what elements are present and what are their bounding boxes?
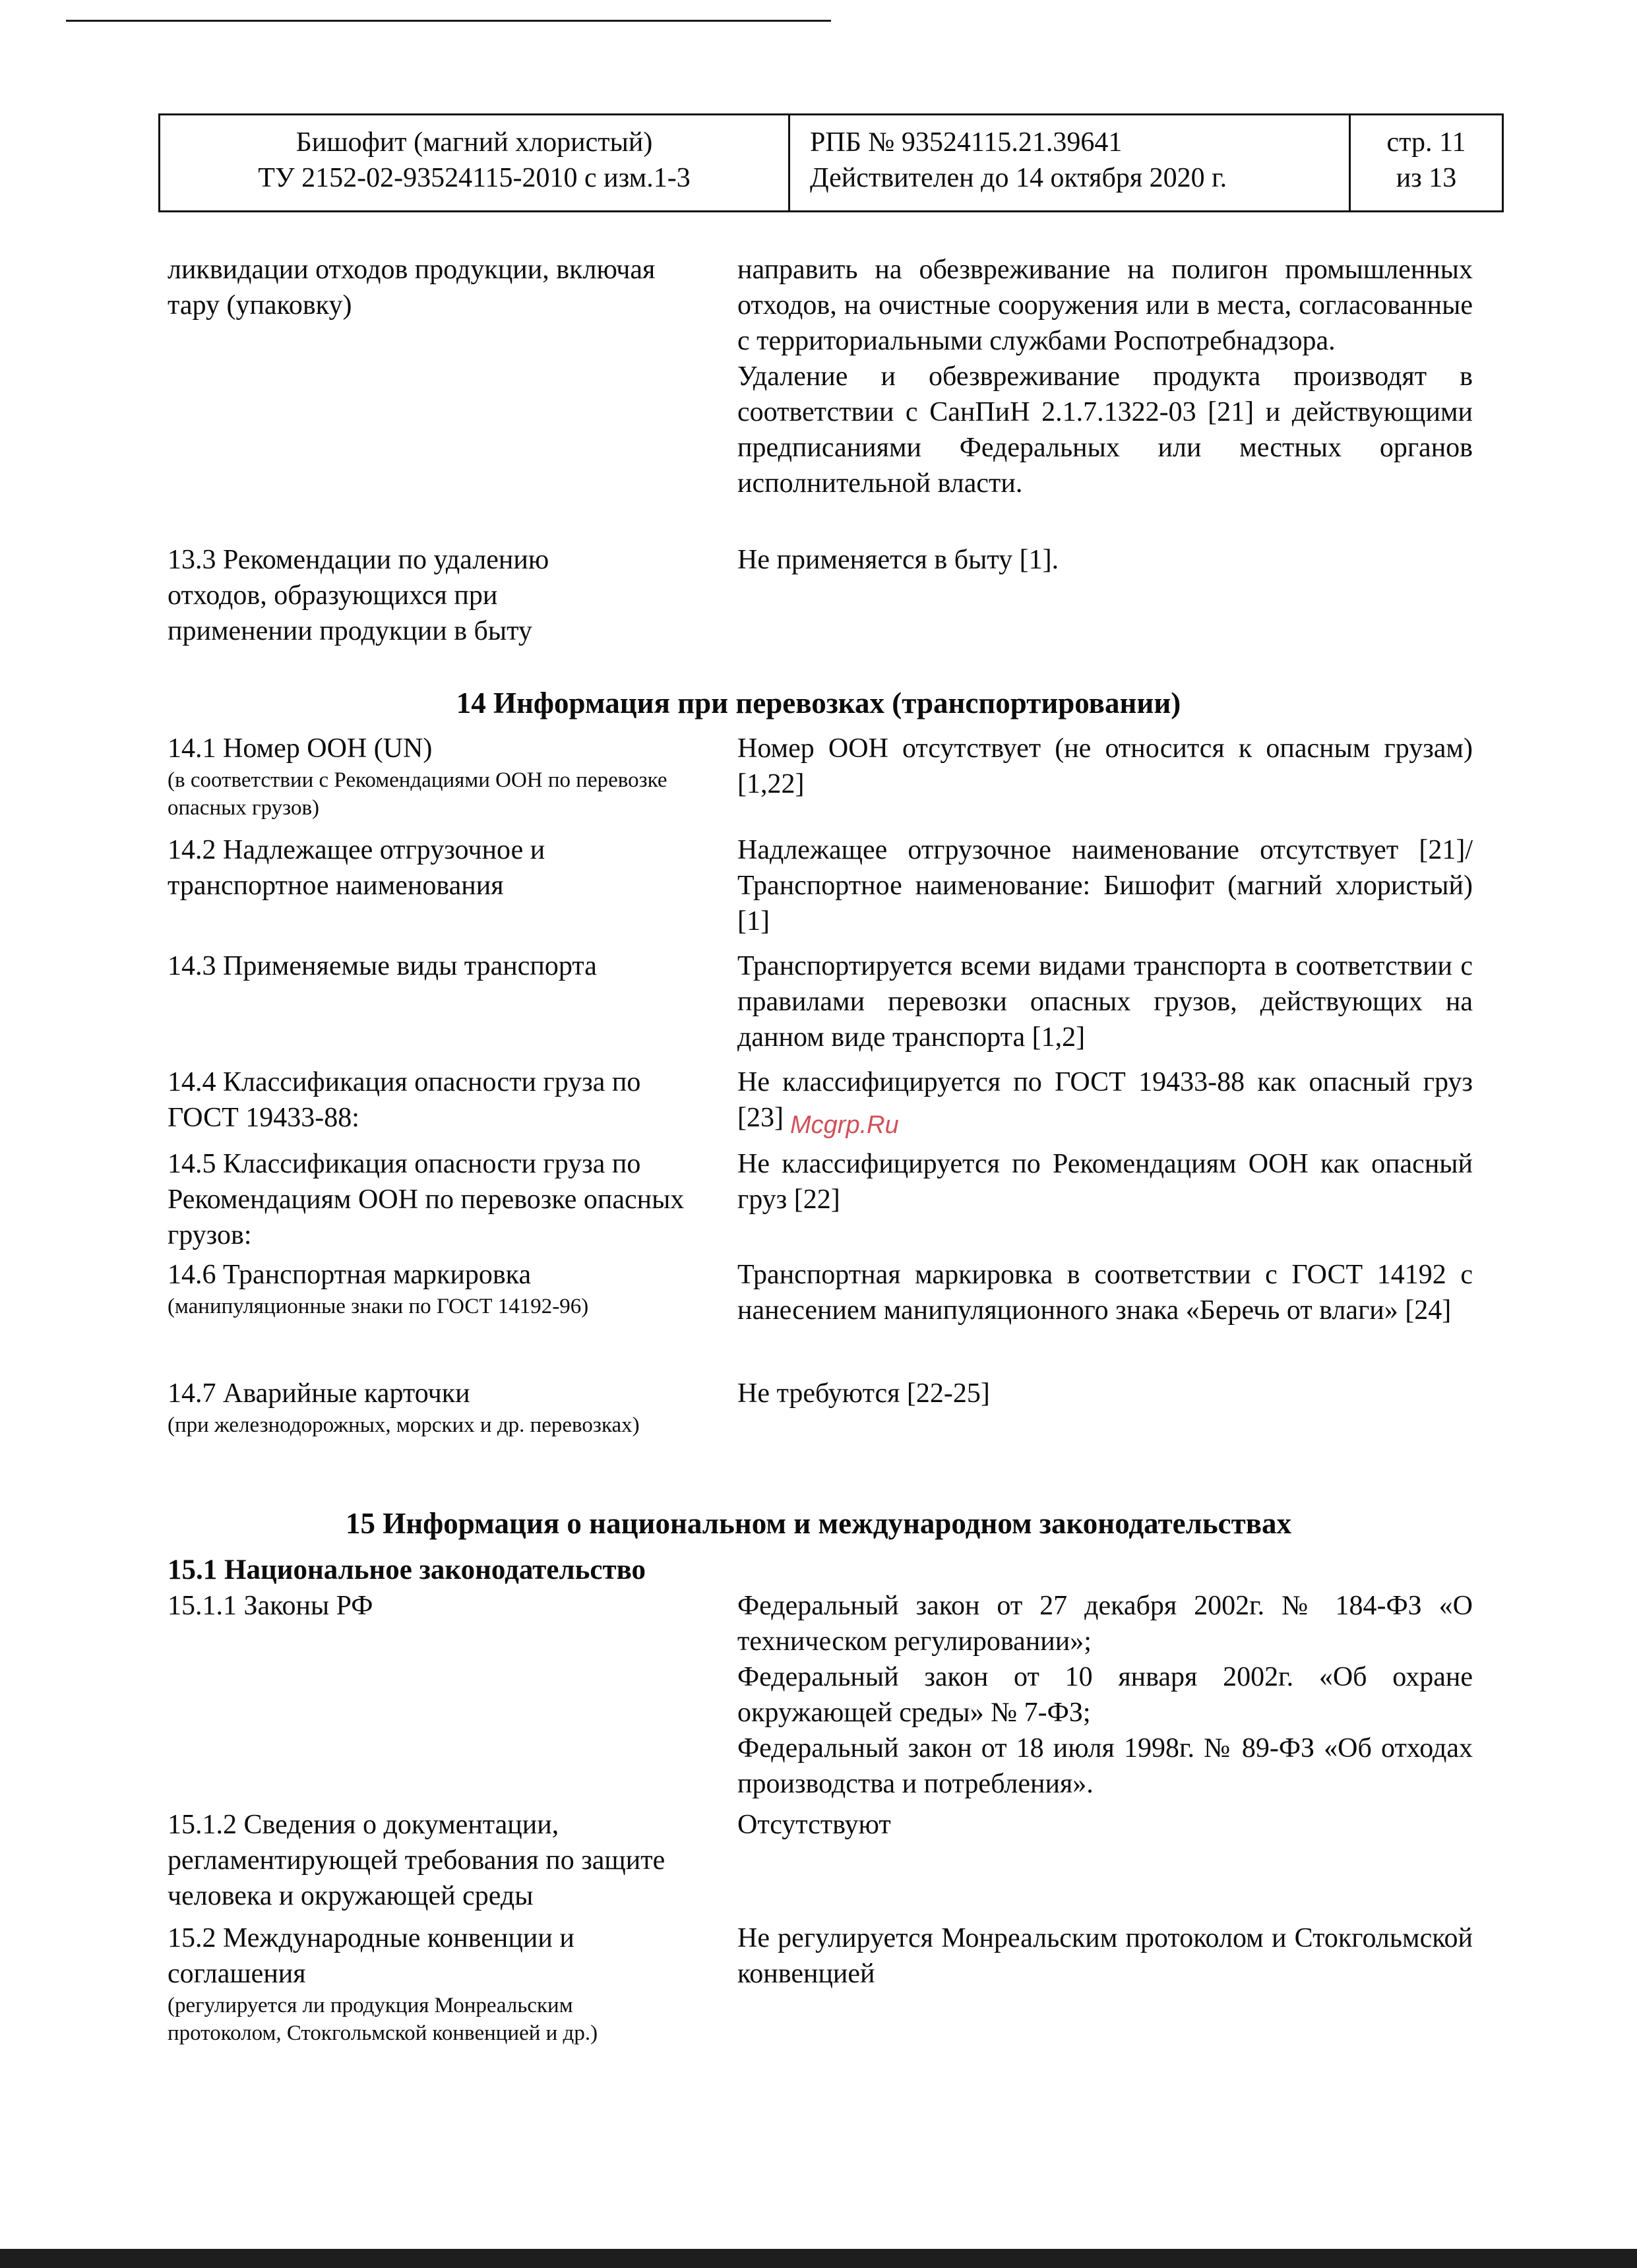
row-label-text: 14.7 Аварийные карточки	[168, 1378, 470, 1409]
header-page-cell	[1351, 115, 1502, 210]
row-value	[737, 1588, 1473, 1802]
watermark: Mcgrp.Ru	[790, 1111, 899, 1139]
row-value-paragraph: Не классифицируется по ГОСТ 19433-88 как опасный груз [23]	[737, 1067, 1473, 1133]
row-label: 14.5 Классификация опасности груза по Рекомендациям ООН по перевозке опасных грузов:	[168, 1149, 685, 1250]
row-value-paragraph: Федеральный закон от 27 декабря 2002г. № 184-ФЗ «О техническом регулировании»;	[737, 1591, 1473, 1657]
header-page-number: стр. 11	[1386, 127, 1466, 158]
row-label	[168, 1257, 695, 1320]
header-product-name: Бишофит (магний хлористый)	[295, 127, 653, 158]
header-product-cell	[160, 115, 790, 210]
row-value-paragraph: Не классифицируется по Рекомендациям ООН как опасный груз [22]	[737, 1149, 1473, 1215]
row-label-note: (регулируется ли продукция Монреальским протоколом, Стокгольмской конвенцией и др.)	[168, 1994, 598, 2045]
row-label	[168, 731, 695, 822]
row-label: 14.3 Применяемые виды транспорта	[168, 951, 597, 981]
row-label-text: 14.1 Номер ООН (UN)	[168, 733, 433, 764]
top-rule	[66, 20, 831, 22]
row-value	[737, 1257, 1473, 1328]
row-value-paragraph: Удаление и обезвреживание продукта производят в соответствии с СанПиН 2.1.7.1322-03 [21] и действующими предписаниями Федеральных или местных органов исполнительной власти.	[737, 361, 1473, 499]
row-value	[737, 542, 1473, 578]
row-value	[737, 1146, 1473, 1217]
header-rpb-number: РПБ № 93524115.21.39641	[810, 127, 1123, 158]
row-value-paragraph: направить на обезвреживание на полигон промышленных отходов, на очистные сооружения или в места, согласованные с территориальными службами Роспотребнадзора.	[737, 255, 1473, 356]
bottom-scan-edge	[0, 2249, 1637, 2268]
row-value-paragraph: Федеральный закон от 18 июля 1998г. № 89-ФЗ «Об отходах производства и потребления».	[737, 1733, 1473, 1799]
row-value-paragraph: Не применяется в быту [1].	[737, 545, 1059, 575]
header-product-spec: ТУ 2152-02-93524115-2010 с изм.1-3	[258, 163, 691, 193]
row-value	[737, 1920, 1473, 1992]
row-label-note: (манипуляционные знаки по ГОСТ 14192-96)	[168, 1295, 589, 1318]
row-label: 13.3 Рекомендации по удалению отходов, образующихся при применении продукции в быту	[168, 545, 549, 646]
row-value-paragraph: Транспортная маркировка в соответствии с ГОСТ 14192 с нанесением манипуляционного знака «Беречь от влаги» [24]	[737, 1260, 1473, 1326]
section14-title: 14 Информация при перевозках (транспортировании)	[456, 687, 1181, 720]
row-label: 15.1.1 Законы РФ	[168, 1591, 373, 1621]
row-label-text: 15.2 Международные конвенции и соглашения	[168, 1923, 574, 1989]
row-value	[737, 1807, 1473, 1843]
row-value-paragraph: Номер ООН отсутствует (не относится к опасным грузам) [1,22]	[737, 733, 1473, 799]
row-label-note: (при железнодорожных, морских и др. перевозках)	[168, 1413, 640, 1437]
row-label: 15.1.2 Сведения о документации, регламентирующей требования по защите человека и окружающей среды	[168, 1810, 665, 1911]
row-value-paragraph: Надлежащее отгрузочное наименование отсутствует [21]/ Транспортное наименование: Бишофит (магний хлористый) [1]	[737, 835, 1473, 936]
row-value	[737, 1376, 1473, 1411]
row-value	[737, 731, 1473, 802]
row-value-paragraph: Отсутствуют	[737, 1810, 891, 1840]
row-value	[737, 948, 1473, 1055]
section15-title: 15 Информация о национальном и международном законодательствах	[345, 1507, 1292, 1540]
row-value-paragraph: Федеральный закон от 10 января 2002г. «Об охране окружающей среды» № 7-ФЗ;	[737, 1662, 1473, 1728]
row-label: 14.4 Классификация опасности груза по ГОСТ 19433-88:	[168, 1067, 641, 1133]
section15-subtitle: 15.1 Национальное законодательство	[168, 1554, 646, 1585]
row-label: 14.2 Надлежащее отгрузочное и транспортное наименования	[168, 835, 545, 901]
row-label: ликвидации отходов продукции, включая тару (упаковку)	[168, 255, 656, 321]
row-value-paragraph: Транспортируется всеми видами транспорта в соответствии с правилами перевозки опасных грузов, действующих на данном виде транспорта [1,2]	[737, 951, 1473, 1053]
row-value-paragraph: Не регулируется Монреальским протоколом и Стокгольмской конвенцией	[737, 1923, 1473, 1989]
row-value-paragraph: Не требуются [22-25]	[737, 1378, 990, 1409]
document-header-table	[158, 113, 1504, 212]
row-label-text: 14.6 Транспортная маркировка	[168, 1260, 532, 1290]
row-value	[737, 252, 1473, 501]
row-value	[737, 832, 1473, 939]
row-label-note: (в соответствии с Рекомендациями ООН по перевозке опасных грузов)	[168, 768, 667, 820]
row-label	[168, 1920, 695, 2047]
header-validity: Действителен до 14 октября 2020 г.	[810, 163, 1227, 193]
row-label	[168, 1376, 695, 1439]
header-rpb-cell	[790, 115, 1351, 210]
header-page-total: из 13	[1396, 163, 1457, 193]
